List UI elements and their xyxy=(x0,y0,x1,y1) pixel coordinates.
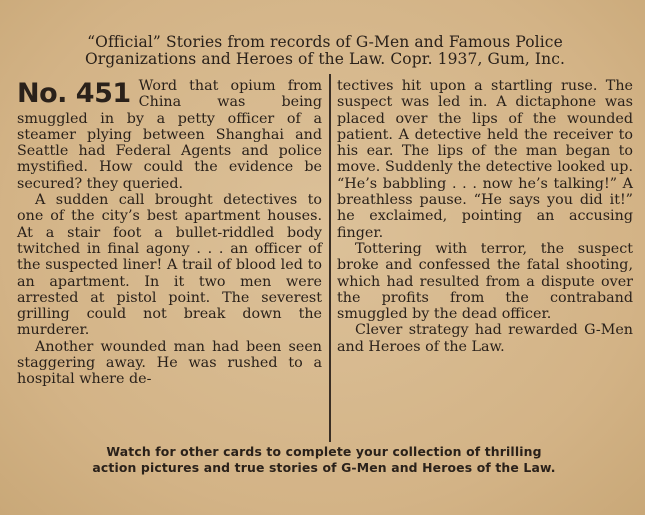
footer-line-1: Watch for other cards to complete your collection of thrilling xyxy=(106,444,542,459)
story-paragraph: tectives hit upon a startling ruse. The suspect was led in. A dictaphone was placed over the lips of the wounded patient. A detective held the receiver to his ear. The lips of the man began to move. Suddenly the detective looked up. “He’s babbling . . . now he’s talking!” A breathless pause. “He says you did it!” he exclaimed, pointing an accusing finger. xyxy=(337,78,633,241)
story-right-column xyxy=(337,78,633,355)
story-left-column xyxy=(17,78,322,388)
column-divider xyxy=(329,74,331,442)
story-paragraph: Clever strategy had rewarded G-Men and Heroes of the Law. xyxy=(337,322,633,355)
story-paragraph: Tottering with terror, the suspect broke and confessed the fatal shooting, which had resulted from a dispute over the profits from the contraband smuggled by the dead officer. xyxy=(337,240,633,323)
card-footer xyxy=(14,444,634,476)
card-number: No. 451 xyxy=(17,78,131,109)
story-paragraph xyxy=(17,78,322,192)
story-paragraph: Another wounded man had been seen staggering away. He was rushed to a hospital where de- xyxy=(17,338,322,388)
story-paragraph: A sudden call brought detectives to one of the city’s best apartment houses. At a stair foot a bullet-riddled body twitched in final agony . . . an officer of the suspected liner! A trail of blood led to an apartment. In it two men were arrested at pistol point. The severest grilling could not break down the murderer. xyxy=(17,192,322,339)
paragraph-text: Word that opium from China was being smuggled in by a petty officer of a steamer plying between Shanghai and Seattle had Federal Agents and police mystified. How could the evidence be secured? they queried. xyxy=(17,78,322,192)
footer-line-2: action pictures and true stories of G-Men and Heroes of the Law. xyxy=(92,460,556,475)
card-header xyxy=(40,34,610,68)
header-line-1: “Official” Stories from records of G-Men and Famous Police xyxy=(87,33,563,51)
header-line-2: Organizations and Heroes of the Law. Copr. 1937, Gum, Inc. xyxy=(84,50,566,68)
